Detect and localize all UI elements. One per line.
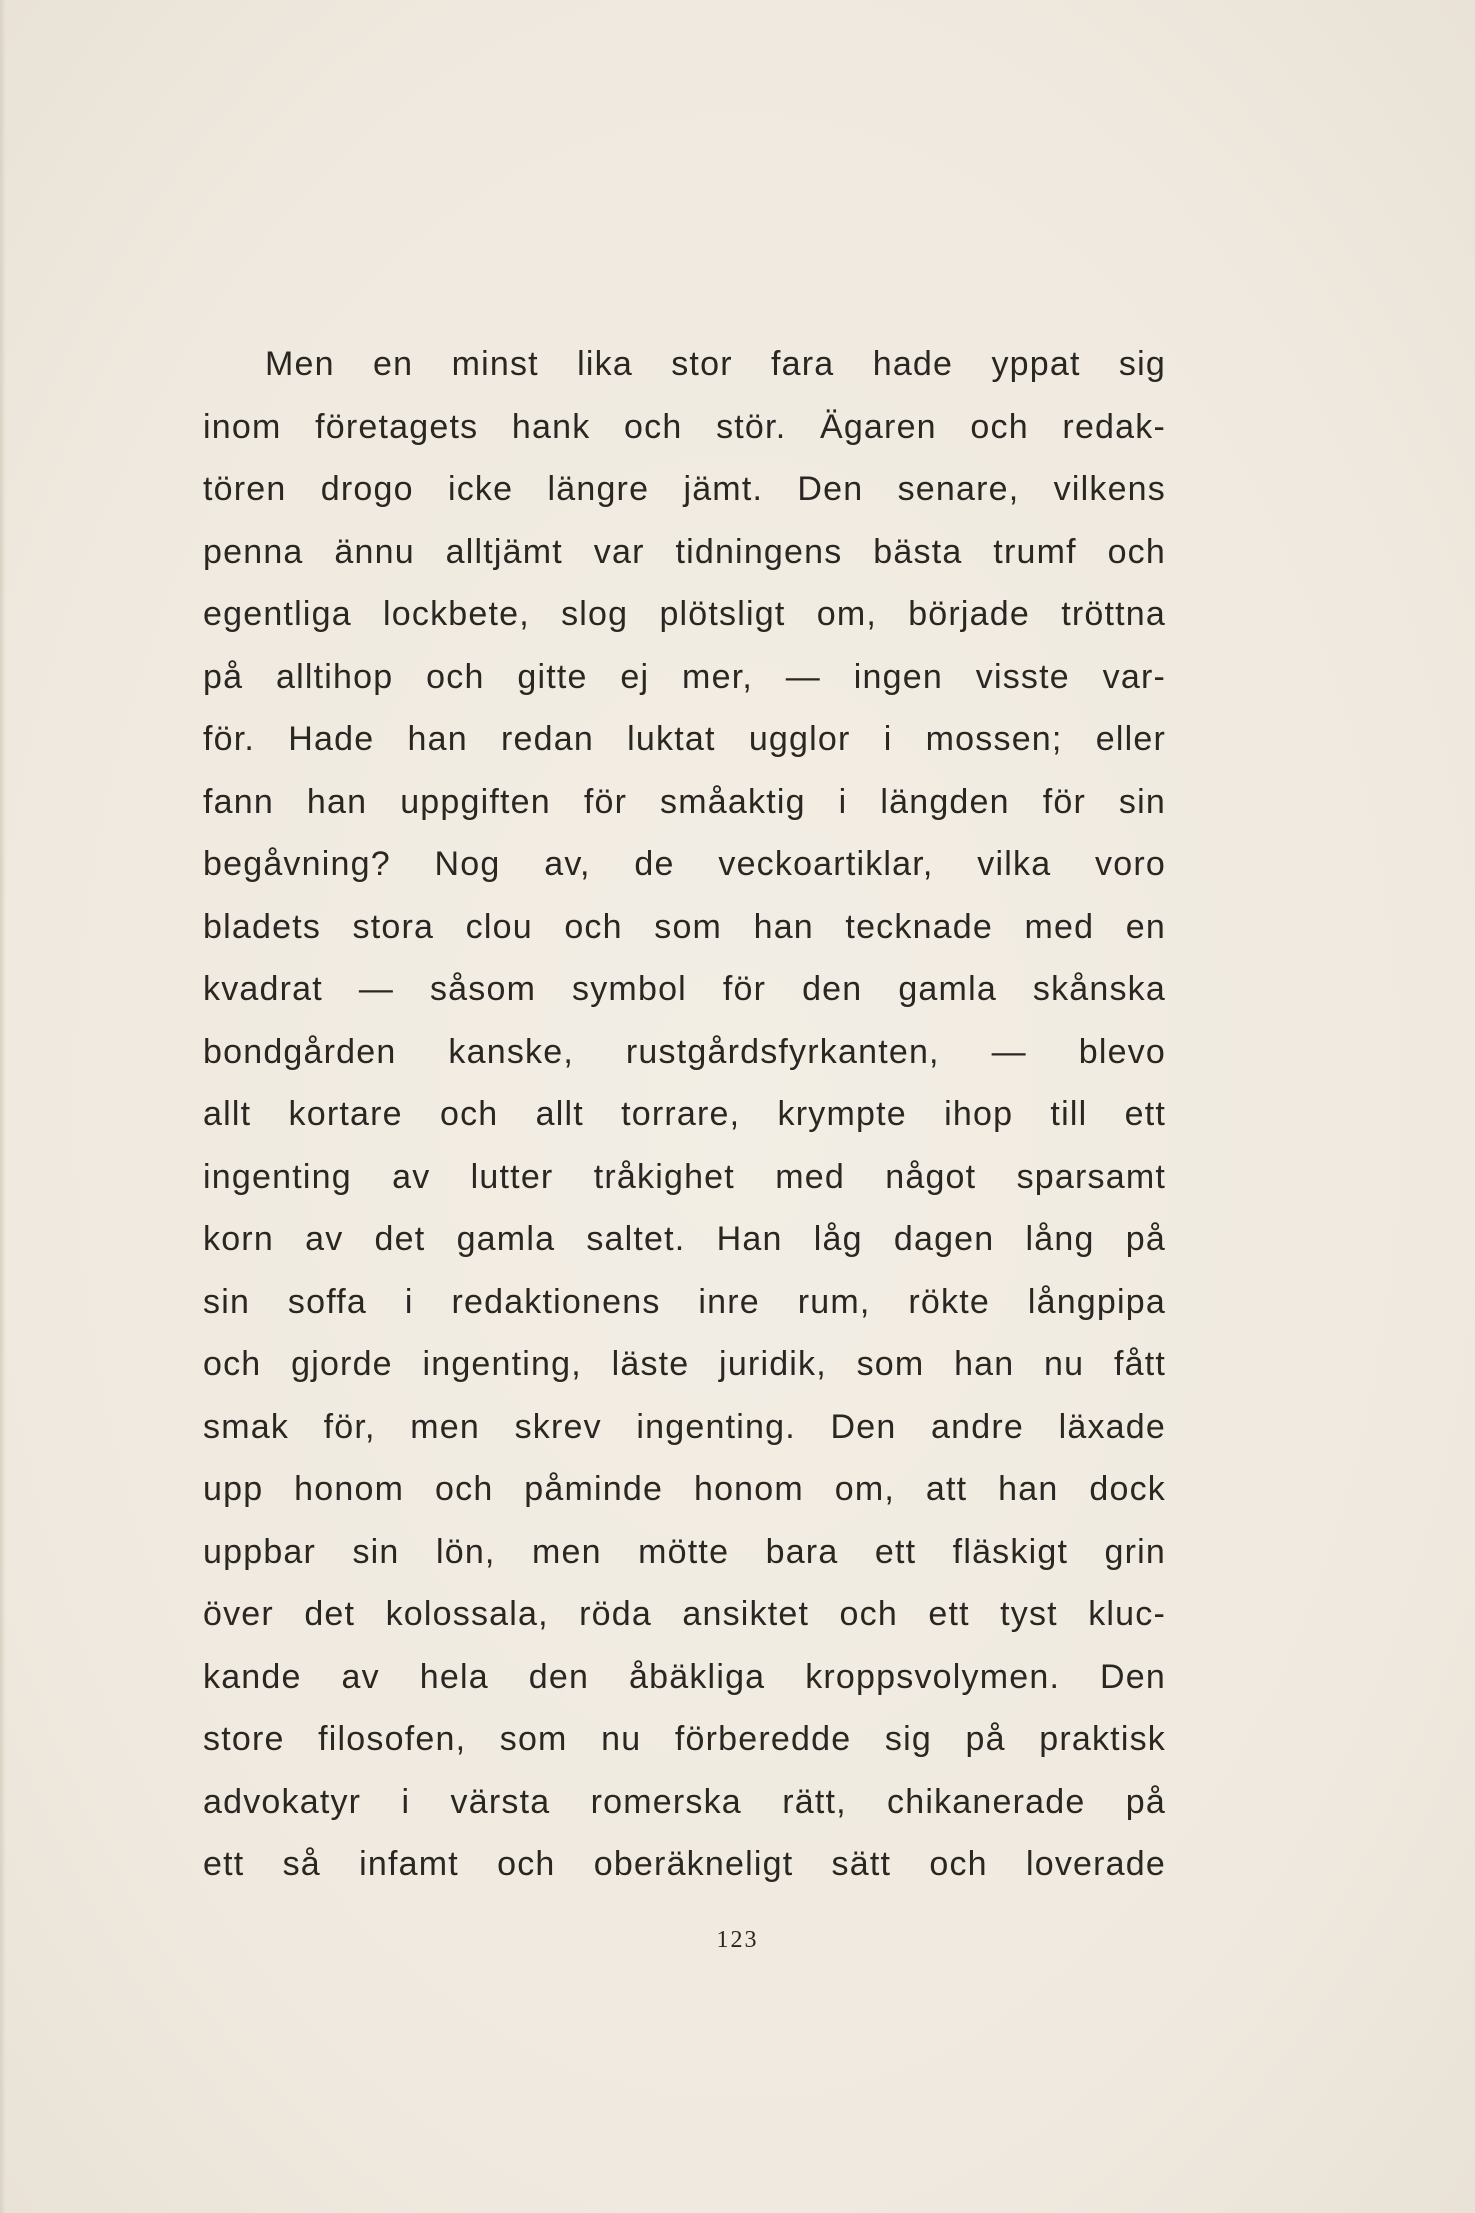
text-line: över det kolossala, röda ansiktet och ett tyst kluc- [203,1595,1166,1633]
text-line: egentliga lockbete, slog plötsligt om, började tröttna [203,595,1166,633]
text-line: ett så infamt och oberäkneligt sätt och loverade [203,1845,1166,1883]
text-line: bladets stora clou och som han tecknade med en [203,907,1166,946]
text-line: ingenting av lutter tråkighet med något sparsamt [203,1157,1166,1196]
text-line: store filosofen, som nu förberedde sig på praktisk [203,1720,1166,1758]
text-line: tören drogo icke längre jämt. Den senare, vilkens [203,470,1166,508]
text-line: Men en minst lika stor fara hade yppat sig [265,345,1166,383]
page-number: 123 [716,1927,759,1953]
text-line: för. Hade han redan luktat ugglor i mossen; eller [203,720,1166,758]
text-line: bondgården kanske, rustgårdsfyrkanten, — blevo [203,1032,1166,1071]
text-line: fann han uppgiften för småaktig i längden för sin [203,782,1166,821]
text-line: och gjorde ingenting, läste juridik, som han nu fått [203,1345,1166,1383]
text-line: kande av hela den åbäkliga kroppsvolymen. Den [203,1657,1166,1696]
body-text [203,333,1166,1896]
text-line: korn av det gamla saltet. Han låg dagen lång på [203,1220,1166,1258]
text-line: upp honom och påminde honom om, att han dock [203,1470,1166,1508]
text-line: inom företagets hank och stör. Ägaren och redak- [203,407,1166,446]
text-line: sin soffa i redaktionens inre rum, rökte långpipa [203,1282,1166,1321]
text-line: smak för, men skrev ingenting. Den andre läxade [203,1407,1166,1446]
text-line: penna ännu alltjämt var tidningens bästa trumf och [203,532,1166,571]
text-line: uppbar sin lön, men mötte bara ett fläskigt grin [203,1532,1166,1571]
text-line: kvadrat — såsom symbol för den gamla skånska [203,970,1166,1008]
text-line: advokatyr i värsta romerska rätt, chikanerade på [203,1782,1166,1821]
text-line: på alltihop och gitte ej mer, — ingen visste var- [203,657,1166,696]
text-line: begåvning? Nog av, de veckoartiklar, vilka voro [203,845,1166,883]
page-edge-shadow [0,0,6,2213]
text-line: allt kortare och allt torrare, krympte ihop till ett [203,1095,1166,1133]
